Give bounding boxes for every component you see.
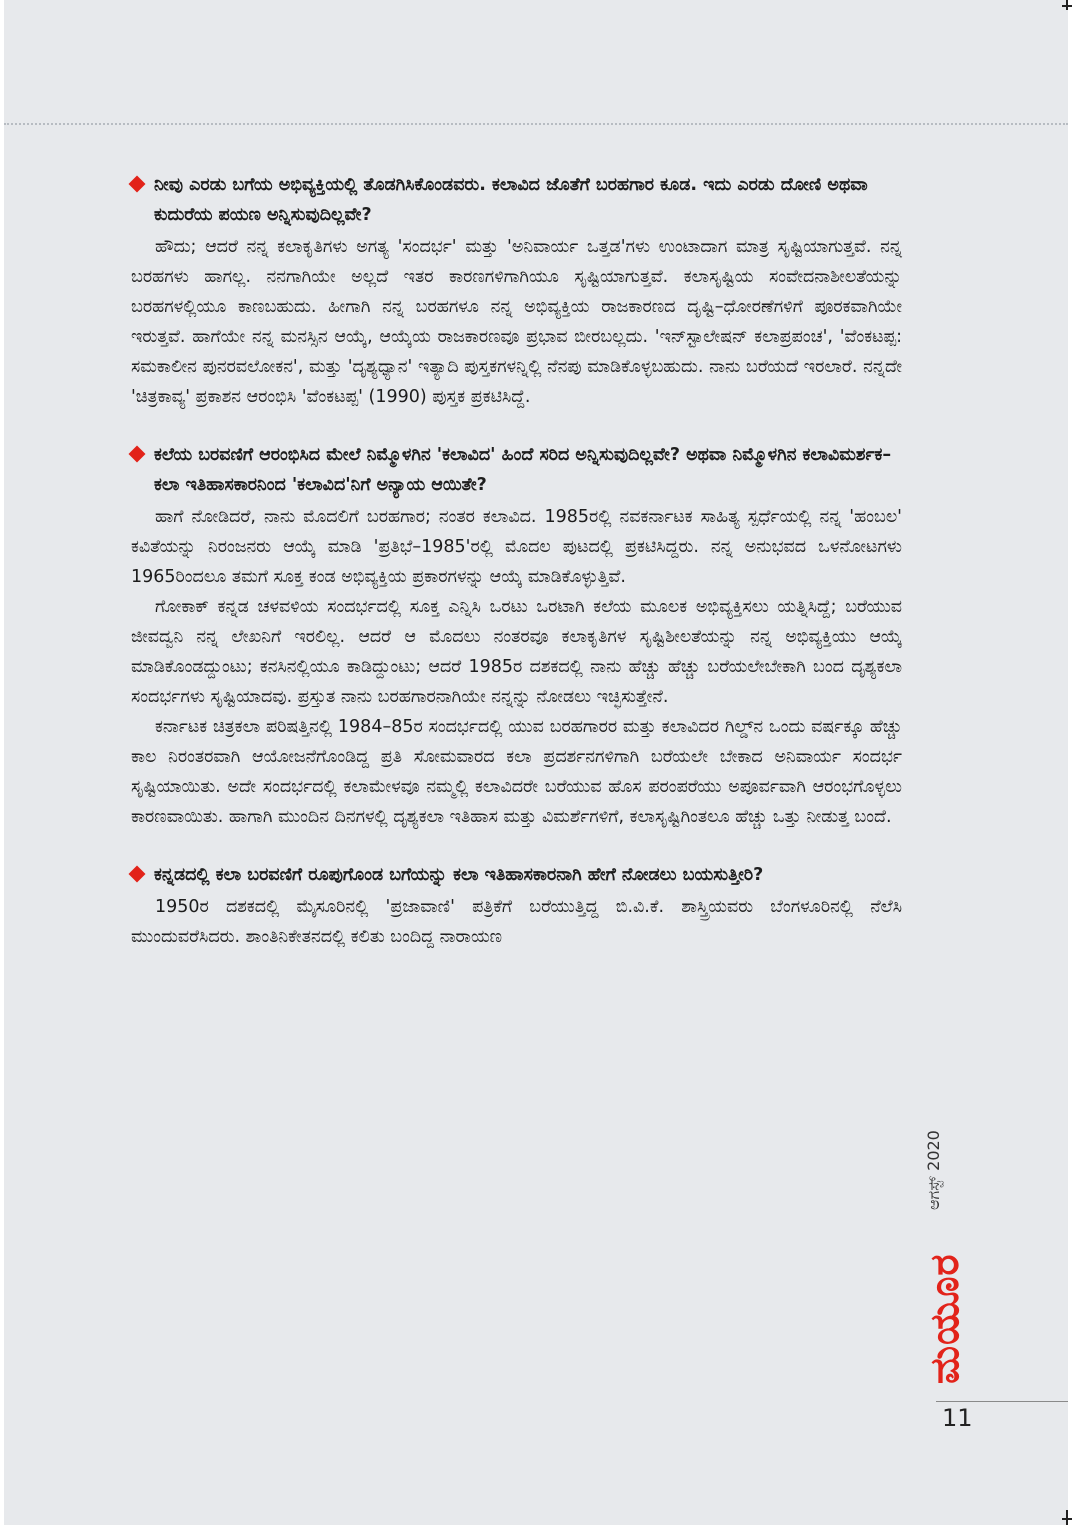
top-dotted-divider [4,123,1068,125]
question-1 [131,170,902,230]
question-3 [131,860,902,890]
answer-1-paragraph-1: ಹೌದು; ಆದರೆ ನನ್ನ ಕಲಾಕೃತಿಗಳು ಅಗತ್ಯ 'ಸಂದರ್ಭ' ಮತ್ತು 'ಅನಿವಾರ್ಯ ಒತ್ತಡ'ಗಳು ಉಂಟಾದಾಗ ಮಾತ್ರ ಸೃಷ್ಟಿಯಾಗುತ್ತವೆ. ನನ್ನ ಬರಹಗಳು ಹಾಗಲ್ಲ. ನನಗಾಗಿಯೇ ಅಲ್ಲದೆ ಇತರ ಕಾರಣಗಳಿಗಾಗಿಯೂ ಸೃಷ್ಟಿಯಾಗುತ್ತವೆ. ಕಲಾಸೃಷ್ಟಿಯ ಸಂವೇದನಾಶೀಲತೆಯನ್ನು ಬರಹಗಳಲ್ಲಿಯೂ ಕಾಣಬಹುದು. ಹೀಗಾಗಿ ನನ್ನ ಬರಹಗಳೂ ನನ್ನ ಅಭಿವ್ಯಕ್ತಿಯ ರಾಜಕಾರಣದ ದೃಷ್ಟಿ–ಧೋರಣೆಗಳಿಗೆ ಪೂರಕವಾಗಿಯೇ ಇರುತ್ತವೆ. ಹಾಗೆಯೇ ನನ್ನ ಮನಸ್ಸಿನ ಆಯ್ಕೆ, ಆಯ್ಕೆಯ ರಾಜಕಾರಣವೂ ಪ್ರಭಾವ ಬೀರಬಲ್ಲದು. 'ಇನ್‌ಸ್ಟಾಲೇಷನ್ ಕಲಾಪ್ರಪಂಚ', 'ವೆಂಕಟಪ್ಪ: ಸಮಕಾಲೀನ ಪುನರವಲೋಕನ', ಮತ್ತು 'ದೃಶ್ಯಧ್ಯಾನ' ಇತ್ಯಾದಿ ಪುಸ್ತಕಗಳನ್ನಿಲ್ಲಿ ನೆನಪು ಮಾಡಿಕೊಳ್ಳಬಹುದು. ನಾನು ಬರೆಯದೆ ಇರಲಾರೆ. ನನ್ನದೇ 'ಚಿತ್ರಕಾವ್ಯ' ಪ್ರಕಾಶನ ಆರಂಭಿಸಿ 'ವೆಂಕಟಪ್ಪ' (1990) ಪುಸ್ತಕ ಪ್ರಕಟಿಸಿದ್ದೆ. [131,237,902,407]
red-diamond-icon [129,176,146,193]
footer-rule [936,1401,1068,1402]
question-3-text: ಕನ್ನಡದಲ್ಲಿ ಕಲಾ ಬರವಣಿಗೆ ರೂಪುಗೊಂಡ ಬಗೆಯನ್ನು ಕಲಾ ಇತಿಹಾಸಕಾರನಾಗಿ ಹೇಗೆ ನೋಡಲು ಬಯಸುತ್ತೀರಿ? [154,865,764,885]
answer-2-paragraph-1: ಹಾಗೆ ನೋಡಿದರೆ, ನಾನು ಮೊದಲಿಗೆ ಬರಹಗಾರ; ನಂತರ ಕಲಾವಿದ. 1985ರಲ್ಲಿ ನವಕರ್ನಾಟಕ ಸಾಹಿತ್ಯ ಸ್ಪರ್ಧೆಯಲ್ಲಿ ನನ್ನ 'ಹಂಬಲ' ಕವಿತೆಯನ್ನು ನಿರಂಜನರು ಆಯ್ಕೆ ಮಾಡಿ 'ಪ್ರತಿಭೆ–1985'ರಲ್ಲಿ ಮೊದಲ ಪುಟದಲ್ಲಿ ಪ್ರಕಟಿಸಿದ್ದರು. ನನ್ನ ಅನುಭವದ ಒಳನೋಟಗಳು 1965ರಿಂದಲೂ ತಮಗೆ ಸೂಕ್ತ ಕಂಡ ಅಭಿವ್ಯಕ್ತಿಯ ಪ್ರಕಾರಗಳನ್ನು ಆಯ್ಕೆ ಮಾಡಿಕೊಳ್ಳುತ್ತಿವೆ. [131,507,902,587]
crop-mark [1062,1518,1072,1520]
question-1-text: ನೀವು ಎರಡು ಬಗೆಯ ಅಭಿವ್ಯಕ್ತಿಯಲ್ಲಿ ತೊಡಗಿಸಿಕೊಂಡವರು. ಕಲಾವಿದ ಜೊತೆಗೆ ಬರಹಗಾರ ಕೂಡ. ಇದು ಎರಡು ದೋಣಿ ಅಥವಾ ಕುದುರೆಯ ಪಯಣ ಅನ್ನಿಸುವುದಿಲ್ಲವೇ? [154,175,868,225]
answer-2-paragraph-3: ಕರ್ನಾಟಕ ಚಿತ್ರಕಲಾ ಪರಿಷತ್ತಿನಲ್ಲಿ 1984–85ರ ಸಂದರ್ಭದಲ್ಲಿ ಯುವ ಬರಹಗಾರರ ಮತ್ತು ಕಲಾವಿದರ ಗಿಲ್ಡ್‌ನ ಒಂದು ವರ್ಷಕ್ಕೂ ಹೆಚ್ಚು ಕಾಲ ನಿರಂತರವಾಗಿ ಆಯೋಜನೆಗೊಂಡಿದ್ದ ಪ್ರತಿ ಸೋಮವಾರದ ಕಲಾ ಪ್ರದರ್ಶನಗಳಿಗಾಗಿ ಬರೆಯಲೇ ಬೇಕಾದ ಅನಿವಾರ್ಯ ಸಂದರ್ಭ ಸೃಷ್ಟಿಯಾಯಿತು. ಅದೇ ಸಂದರ್ಭದಲ್ಲಿ ಕಲಾಮೇಳವೂ ನಮ್ಮಲ್ಲಿ ಕಲಾವಿದರೇ ಬರೆಯುವ ಹೊಸ ಪರಂಪರೆಯು ಅಪೂರ್ವವಾಗಿ ಆರಂಭಗೊಳ್ಳಲು ಕಾರಣವಾಯಿತು. ಹಾಗಾಗಿ ಮುಂದಿನ ದಿನಗಳಲ್ಲಿ ದೃಶ್ಯಕಲಾ ಇತಿಹಾಸ ಮತ್ತು ವಿಮರ್ಶೆಗಳಿಗೆ, ಕಲಾಸೃಷ್ಟಿಗಿಂತಲೂ ಹೆಚ್ಚು ಒತ್ತು ನೀಡುತ್ತ ಬಂದೆ. [131,717,902,827]
magazine-page [4,0,1068,1525]
issue-date: ಆಗಸ್ಟ್ 2020 [924,1130,943,1210]
answer-3-paragraph-1: 1950ರ ದಶಕದಲ್ಲಿ ಮೈಸೂರಿನಲ್ಲಿ 'ಪ್ರಜಾವಾಣಿ' ಪತ್ರಿಕೆಗೆ ಬರೆಯುತ್ತಿದ್ದ ಬಿ.ವಿ.ಕೆ. ಶಾಸ್ತ್ರಿಯವರು ಬೆಂಗಳೂರಿನಲ್ಲಿ ನೆಲೆಸಿ ಮುಂದುವರೆಸಿದರು. ಶಾಂತಿನಿಕೇತನದಲ್ಲಿ ಕಲಿತು ಬಂದಿದ್ದ ನಾರಾಯಣ [131,897,902,947]
red-diamond-icon [129,446,146,463]
article-body [131,170,902,952]
question-2-text: ಕಲೆಯ ಬರವಣಿಗೆ ಆರಂಭಿಸಿದ ಮೇಲೆ ನಿಮ್ಮೊಳಗಿನ 'ಕಲಾವಿದ' ಹಿಂದೆ ಸರಿದ ಅನ್ನಿಸುವುದಿಲ್ಲವೇ? ಅಥವಾ ನಿಮ್ಮೊಳಗಿನ ಕಲಾವಿಮರ್ಶಕ–ಕಲಾ ಇತಿಹಾಸಕಾರನಿಂದ 'ಕಲಾವಿದ'ನಿಗೆ ಅನ್ಯಾಯ ಆಯಿತೇ? [154,445,892,495]
magazine-logo: ಮಯೂರ [922,1253,968,1384]
answer-2-paragraph-2: ಗೋಕಾಕ್ ಕನ್ನಡ ಚಳವಳಿಯ ಸಂದರ್ಭದಲ್ಲಿ ಸೂಕ್ತ ಎನ್ನಿಸಿ ಒರಟು ಒರಟಾಗಿ ಕಲೆಯ ಮೂಲಕ ಅಭಿವ್ಯಕ್ತಿಸಲು ಯತ್ನಿಸಿದ್ದೆ; ಬರೆಯುವ ಜೀವದ್ವನಿ ನನ್ನ ಲೇಖನಿಗೆ ಇರಲಿಲ್ಲ. ಆದರೆ ಆ ಮೊದಲು ನಂತರವೂ ಕಲಾಕೃತಿಗಳ ಸೃಷ್ಟಿಶೀಲತೆಯನ್ನು ನನ್ನ ಅಭಿವ್ಯಕ್ತಿಯು ಆಯ್ಕೆ ಮಾಡಿಕೊಂಡದ್ದುಂಟು; ಕನಸಿನಲ್ಲಿಯೂ ಕಾಡಿದ್ದುಂಟು; ಆದರೆ 1985ರ ದಶಕದಲ್ಲಿ ನಾನು ಹೆಚ್ಚು ಹೆಚ್ಚು ಬರೆಯಲೇಬೇಕಾಗಿ ಬಂದ ದೃಶ್ಯಕಲಾ ಸಂದರ್ಭಗಳು ಸೃಷ್ಟಿಯಾದವು. ಪ್ರಸ್ತುತ ನಾನು ಬರಹಗಾರನಾಗಿಯೇ ನನ್ನನ್ನು ನೋಡಲು ಇಚ್ಛಿಸುತ್ತೇನೆ. [131,597,902,707]
question-2 [131,440,902,500]
page-number: 11 [942,1404,973,1432]
crop-mark [1062,5,1072,7]
red-diamond-icon [129,866,146,883]
